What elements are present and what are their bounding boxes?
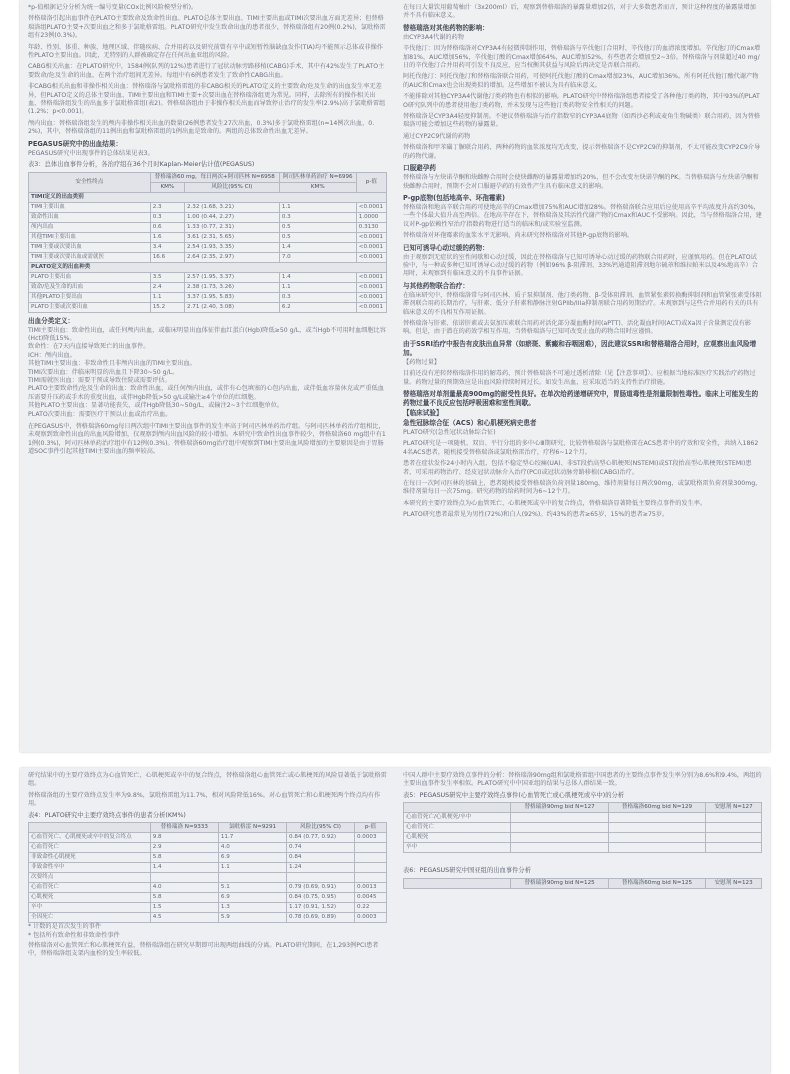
table-cell xyxy=(608,843,705,853)
table-cell: 15.2 xyxy=(150,302,184,312)
table-cell: 5.8 xyxy=(150,853,218,863)
table-row xyxy=(29,222,387,232)
paragraph: 颅内出血：替格瑞洛组发生的颅内非操作相关出血的数量(26例患者发生27次出血，0.3%)多于氯吡格雷组(n=14例次出血，0.2%)，其中，替格瑞洛组的11例出血和氯吡格雷组的1例出血是致命的。两组的总体致命性出血无差异。 xyxy=(28,119,375,136)
table-cell: 3.61 (2.31, 5.65) xyxy=(184,232,279,242)
table-row xyxy=(29,833,387,843)
table-cell: 颅内出血 xyxy=(29,222,151,232)
paragraph: 替格瑞洛引起出血事件在PLATO主要致命及致命性出血、PLATO总体主要出血、TIMI主要出血或TIMI次要出血方面无差异；但替格瑞洛组PLATO主要+次要出血之和多于氯吡格雷组。PLATO研究中发生致命出血的患者很少，替格瑞洛组有20例(0.2%)，氯吡格雷组有23例(0.3%)。 xyxy=(28,15,386,40)
table-cell xyxy=(608,823,705,833)
table-row xyxy=(29,282,387,292)
table-cell: 0.79 (0.69, 0.91) xyxy=(287,883,355,893)
table-cell: 0.0003 xyxy=(354,913,386,923)
table-section-title: TIMI定义的出血类别 xyxy=(29,192,387,202)
paragraph: PEGASUS研究中出现事件的总体结果见表3。 xyxy=(28,149,154,157)
table-row xyxy=(29,202,387,212)
table-cell: 11.7 xyxy=(218,833,286,843)
table-row xyxy=(29,232,387,242)
table-row xyxy=(404,813,762,823)
table-header xyxy=(29,823,151,833)
table-cell: 心血管死亡 xyxy=(404,823,511,833)
table-header: 替格瑞洛 N=9333 xyxy=(150,823,218,833)
table-cell xyxy=(150,873,218,883)
table-cell xyxy=(706,843,762,853)
paragraph: 辛伐他汀：因为替格瑞洛对CYP3A4有轻微抑制作用，替格瑞洛与辛伐他汀合用时，辛伐他汀的血清浓度增加。辛伐他汀的Cmax增加81%，AUC增加56%，辛伐他汀酸的Cmax增加64%，AUC增加52%，有些患者会增加至2~3倍。替格瑞洛与剂量超过40 mg/日的辛伐他汀合并用药可引发不良反应，应当权衡其获益与风险后再决定是否联合用药。 xyxy=(403,45,761,70)
paragraph: 在PEGASUS中，替格瑞洛60mg每日两次组中TIMI主要出血事件的发生率高于阿司匹林单药治疗组。与阿司匹林单药治疗组相比，未观察到致命性出血的出血风险增加，仅观察到颅内出血风险的较小增加。本研究中致命性出血事件较少，替格瑞洛60 mg组中有11例(0.3%)，阿司匹林单药治疗组中有12例(0.3%)。替格瑞洛60mg治疗组中观察到TIMI主要出血风险增加的主要原因是由于胃肠道SOC事件引起其他TIMI主要出血的频率较高。 xyxy=(28,423,386,456)
table-cell: 其他PLATO主要出血 xyxy=(29,292,151,302)
table-cell: 2.9 xyxy=(150,843,218,853)
table-row xyxy=(29,302,387,312)
table-row xyxy=(29,252,387,262)
section-heading: 替格瑞洛对单剂量最高900mg的耐受性良好。在单次给药递增研究中，胃肠道毒性是剂量限制性毒性。临床上可能发生的药物过量不良反应包括呼吸困难和室性间歇。 xyxy=(403,390,759,407)
table-cell: 0.3 xyxy=(279,212,356,222)
table-cell: 6.2 xyxy=(279,302,356,312)
table-cell: 0.0013 xyxy=(354,883,386,893)
paragraph: 替格瑞洛对心血管死亡和心肌梗死有益，替格瑞洛组在研究早期即可出现两组曲线的分离。PLATO研究期间，在1,293例PCI患者中，替格瑞洛组支架内血栓的发生率较低。 xyxy=(28,941,379,958)
paragraph: PLATO研究是一项随机、双盲、平行分组的多中心Ⅲ期研究，比较替格瑞洛与氯吡格雷在ACS患者中的疗效和安全性，共纳入18624名ACS患者，随机接受替格瑞洛或氯吡格雷治疗，疗程6~12个月。 xyxy=(403,440,759,456)
table-cell: 1.1 xyxy=(150,292,184,302)
paragraph: 在临床研究中，替格瑞洛常与阿司匹林、质子泵抑制剂、他汀类药物、β-受体阻滞剂、血管紧张素转换酶抑制剂和血管紧张素受体阻滞剂联合用药长期治疗，与肝素、低分子肝素和静脉注射GPIIb/IIIa抑制剂联合用药短期治疗。未观察到与这些合并用药有关的具有临床意义的不良相互作用证据。 xyxy=(403,291,762,316)
table-body xyxy=(29,833,387,923)
paragraph: 患者在症状发作24小时内入组，包括不稳定型心绞痛(UA)、非ST段抬高型心肌梗死(NSTEMI)或ST段抬高型心肌梗死(STEMI)患者，可采用药物治疗、经皮冠状动脉介入治疗(PCI)或冠状动脉旁路移植(CABG)治疗。 xyxy=(403,460,752,476)
table-cell: 卒中 xyxy=(29,903,151,913)
table-cell: 0.0045 xyxy=(354,893,386,903)
table-cell: TIMI主要或次要出血或需就医 xyxy=(29,252,151,262)
table-row xyxy=(404,823,762,833)
paragraph: 在每日大量饮用葡萄柚汁（3x200ml）后，观察到替格瑞洛的暴露量增加2倍，对于大多数患者而言，预计这种程度的暴露量增加并不具有临床意义。 xyxy=(403,4,756,20)
table-caption: 表3：总体出血事件分析，各治疗组在36个月时Kaplan-Meier估计值(PEGASUS) xyxy=(28,161,255,169)
table-cell: PLATO主要出血 xyxy=(29,272,151,282)
table-row xyxy=(29,903,387,913)
paragraph: 不能排除对其他CYP3A4代谢他汀类药物也有相似的影响。PLATO研究中替格瑞洛组患者接受了各种他汀类药物，其中93%的PLATO研究队列中的患者使用他汀类药物，并未发现与这些他汀类药物安全性相关的问题。 xyxy=(403,93,760,109)
table-row xyxy=(29,883,387,893)
document-page-2 xyxy=(20,768,770,1074)
table-row xyxy=(29,212,387,222)
table-cell: 非致命性卒中 xyxy=(29,863,151,873)
table-cell: 心血管死亡 xyxy=(29,883,151,893)
page1-right-column xyxy=(395,0,770,752)
section-heading: P-gp底物(包括地高辛、环孢霉素) xyxy=(403,193,506,202)
table-cell: 0.3 xyxy=(150,212,184,222)
table-section-title: PLATO定义的出血种类 xyxy=(29,262,387,272)
paragraph: 替格瑞洛和甲苯磺丁脲联合用药，两种药物的血浆浓度均无改变，提示替格瑞洛不是CYP2C9的抑制剂，不太可能改变CYP2C9介导的药物代谢。 xyxy=(403,144,761,160)
table-cell: 4.5 xyxy=(150,913,218,923)
table-cell: 1.4 xyxy=(150,863,218,873)
table-cell: 心肌梗死 xyxy=(404,833,511,843)
table-cell: 1.1 xyxy=(279,202,356,212)
table-cell xyxy=(218,873,286,883)
table-cell: 其他TIMI主要出血 xyxy=(29,232,151,242)
table-cell: 致命性出血 xyxy=(29,212,151,222)
table-row xyxy=(29,853,387,863)
document-page-1 xyxy=(20,0,770,752)
paragraph: 阿托伐他汀：阿托伐他汀和替格瑞洛联合用药，可使阿托伐他汀酸的Cmax增加23%，AUC增加36%。所有阿托伐他汀酸代谢产物的AUC和Cmax也会出现类似的增加。这些增加不被认为具有临床意义。 xyxy=(403,73,759,89)
table-cell xyxy=(354,843,386,853)
table-cell: 0.3 xyxy=(279,292,356,302)
table-cell: 心肌梗死 xyxy=(29,893,151,903)
table-cell xyxy=(706,823,762,833)
table-cell: 心血管死亡、心肌梗死或卒中的复合终点 xyxy=(29,833,151,843)
paragraph: 本研究的主要疗效终点为心血管死亡、心肌梗死或卒中的复合终点，替格瑞洛显著降低主要终点事件的发生率。 xyxy=(403,499,707,507)
table-cell: <0.0001 xyxy=(356,242,386,252)
table-cell: 0.84 (0.77, 0.92) xyxy=(287,833,355,843)
table-header: 风险比(95% CI) xyxy=(184,182,279,192)
table-header: 风险比(95% CI) xyxy=(287,823,355,833)
table-cell: 1.0000 xyxy=(356,212,386,222)
table-cell: 1.00 (0.44, 2.27) xyxy=(184,212,279,222)
table-cell xyxy=(608,813,705,823)
table-cell: 4.0 xyxy=(150,883,218,893)
table-header: 安慰剂 N=123 xyxy=(706,878,762,888)
table-row xyxy=(404,843,762,853)
table-cell xyxy=(511,843,608,853)
paragraph: 【药物过量】 xyxy=(403,358,441,366)
paragraph: 替格瑞洛是CYP3A4轻度抑制剂。不建议替格瑞洛与治疗指数窄的CYP3A4底物（如西沙必利或麦角生物碱类）联合用药，因为替格瑞洛可能会增加这些药物的暴露量。 xyxy=(403,113,761,129)
table-cell: <0.0001 xyxy=(356,282,386,292)
table-header: p-值 xyxy=(356,172,386,192)
table-cell: 1.4 xyxy=(279,242,356,252)
page2-right-column xyxy=(395,768,770,1074)
table-header: 替格瑞洛90mg bid N=127 xyxy=(511,803,608,813)
table-cell: 5.1 xyxy=(218,883,286,893)
table-cell: 1.33 (0.77, 2.31) xyxy=(184,222,279,232)
table-cell: 5.9 xyxy=(218,913,286,923)
table-header xyxy=(404,878,511,888)
definition-line: ICH：颅内出血。 xyxy=(28,351,76,359)
table-cell: 3.5 xyxy=(150,272,184,282)
section-heading: 已知可诱导心动过缓的药物： xyxy=(403,243,489,252)
table-cell xyxy=(608,833,705,843)
table-cell: 1.24 xyxy=(287,863,355,873)
table-header: KM% xyxy=(150,182,184,192)
paragraph: 由于观察到无症状的室性间歇和心动过缓，因此在替格瑞洛与已知可诱导心动过缓的药物联合用药时，应谨慎用药。但在PLATO试验中，与一种或多种已知可诱导心动过缓的药物（例如96% β-阻滞剂、33%钙通道阻滞剂地尔硫䓬和维拉帕米以及4%地高辛）合用时，未观察到有临床意义的不良事件证据。 xyxy=(403,253,758,278)
table-cell: 1.4 xyxy=(279,272,356,282)
table-caption: 表5：PEGASUS研究中主要疗效终点事件(心血管死亡或心肌梗死或卒中)的分析 xyxy=(403,791,625,799)
paragraph: 年龄、性别、体重、种族、地理区域、伴随疾病、合并用药以及研究前曾有卒中或短暂性脑缺血发作(TIA)均不能预示总体或非操作性PLATO主要出血。因此，无特别的人群被确定存在任何出血亚组的风险。 xyxy=(28,43,383,60)
paragraph: 替格瑞洛组的主要疗效终点发生率为9.8%，氯吡格雷组为11.7%，相对风险降低16%。对心血管死亡和心肌梗死两个终点均有作用。 xyxy=(28,791,381,808)
table-cell: <0.0001 xyxy=(356,202,386,212)
table-cell: <0.0001 xyxy=(356,292,386,302)
table-row xyxy=(29,893,387,903)
table-header: 替格瑞洛60mg bid N=125 xyxy=(608,878,705,888)
table-caption: 表6：PEGASUS研究中国亚组的出血事件分析 xyxy=(403,867,532,875)
page1-left-column xyxy=(20,0,395,752)
table-cell: <0.0001 xyxy=(356,232,386,242)
table-cell xyxy=(354,863,386,873)
paragraph: 通过CYP2C9代谢的药物 xyxy=(403,132,471,140)
table-cell: 2.38 (1.73, 3.26) xyxy=(184,282,279,292)
paragraph: 替格瑞洛与左炔诺孕酮和炔雌醇合用时会使炔雌醇的暴露量增加约20%，但不会改变左炔诺孕酮的PK。当替格瑞洛与左炔诺孕酮和炔雌醇合用时，预期不会对口服避孕药的有效性产生具有临床意义的影响。 xyxy=(403,174,759,190)
table-cell: 0.22 xyxy=(354,903,386,913)
table-cell: 2.57 (1.95, 3.37) xyxy=(184,272,279,282)
table-cell: <0.0001 xyxy=(356,272,386,282)
table-cell xyxy=(354,853,386,863)
definition-line: 其他PLATO主要出血：显著功能丧失，或伴Hgb降低30~50g/L，或输注2~3个红细胞单位。 xyxy=(28,402,284,410)
table-row xyxy=(29,863,387,873)
paragraph: PLATO研究患者最常见为男性(72%)和白人(92%)。约43%的患者≥65岁，15%的患者≥75岁。 xyxy=(403,511,669,519)
table-header: 氯吡格雷 N=9291 xyxy=(218,823,286,833)
table-cell: 1.6 xyxy=(150,232,184,242)
definition-line: TIMI需就医出血：需要干预或导致住院或需要评估。 xyxy=(28,377,171,385)
paragraph: 目前还没有逆转替格瑞洛作用的解毒药，预计替格瑞洛不可通过透析清除（见【注意事项】）。应根据当地标准医疗实践治疗药物过量。药物过量的预期效应是出血风险持续时间过长。如发生出血，应采取适当的支持性治疗措施。 xyxy=(403,370,756,386)
table-row xyxy=(29,873,387,883)
table-cell xyxy=(706,813,762,823)
table-cell: 4.0 xyxy=(218,843,286,853)
paragraph: 由CYP3A4代谢的药物 xyxy=(403,33,464,41)
table-header: 安慰剂 N=127 xyxy=(706,803,762,813)
paragraph: *p-值根据记分分析为统一编号变量(COx比例风险模型分析)。 xyxy=(28,4,198,11)
table-header: 替格瑞洛90mg bid N=125 xyxy=(511,878,608,888)
section-heading: 替格瑞洛对其他药物的影响： xyxy=(403,23,489,32)
section-heading: 与其他药物联合治疗： xyxy=(403,281,469,290)
table-row xyxy=(29,913,387,923)
table-cell: 2.64 (2.35, 2.97) xyxy=(184,252,279,262)
table-cell: 0.84 (0.75, 0.95) xyxy=(287,893,355,903)
table-cell: 0.84 xyxy=(287,853,355,863)
table-header: p-值 xyxy=(354,823,386,833)
table-section-row xyxy=(29,262,387,272)
table-cell: 2.32 (1.68, 3.21) xyxy=(184,202,279,212)
table-cell xyxy=(511,823,608,833)
table-cell xyxy=(706,833,762,843)
table-cell: 非致命性心肌梗死 xyxy=(29,853,151,863)
table-cell: 1.3 xyxy=(218,903,286,913)
table-cell: 2.3 xyxy=(150,202,184,212)
table-cell: 3.37 (1.95, 5.83) xyxy=(184,292,279,302)
table-cell: 1.1 xyxy=(279,282,356,292)
table-caption: 表4：PLATO研究中主要疗效终点事件的患者分析(KM%) xyxy=(28,811,186,819)
table-cell xyxy=(287,873,355,883)
table-cell: 0.5 xyxy=(279,222,356,232)
paragraph: 中国人群中主要疗效终点事件的分析：替格瑞洛90mg组和氯吡格雷组中国患者的主要终点事件发生率分别为8.6%和9.4%，两组的主要出血事件发生率相似。PLATO研究中中国亚组的结果与总体人群结果一致。 xyxy=(403,772,762,788)
table-row xyxy=(29,292,387,302)
definition-line: 致命性：在7天内直接导致死亡的出血事件。 xyxy=(28,343,150,351)
section-heading: 【临床试验】 xyxy=(403,409,443,417)
paragraph: 非CABG相关出血和非操作相关出血：替格瑞洛与氯吡格雷组的非CABG相关的PLATO定义的主要致命/危及生命的出血发生率无差异，但PLATO定义的总体主要出血、TIMI主要出血和TIMI主要+次要出血在替格瑞洛组更为常见。同样，去除所有的操作相关出血，替格瑞洛组发生的出血多于氯吡格雷组(表2)。替格瑞洛组由于非操作相关出血而导致停止治疗的发生率(2.9%)高于氯吡格雷组(1.2%；p<0.001)。 xyxy=(28,83,386,116)
table-row xyxy=(29,242,387,252)
table-cell: 1.1 xyxy=(218,863,286,873)
table-note: * 包括所有致命性和非致命性事件 xyxy=(28,931,120,939)
table-row xyxy=(404,833,762,843)
section-heading: 由于SSRI治疗中报告有皮肤出血异常（如瘀斑、紫癜和吞咽困难），因此建议SSRI和替格瑞洛合用时，应观察出血风险增加。 xyxy=(403,339,757,357)
table-cell xyxy=(511,833,608,843)
table-cell: TIMI主要或次要出血 xyxy=(29,242,151,252)
paragraph: 研究结果中的主要疗效终点为心血管死亡、心肌梗死或卒中的复合终点，替格瑞洛组心血管死亡或心肌梗死的风险显著低于氯吡格雷组。 xyxy=(28,772,387,788)
definition-line: 出血分类定义： xyxy=(28,316,75,325)
paragraph: PLATO研究(急性冠状动脉综合征) xyxy=(403,429,496,436)
pegasus-bleeding-table xyxy=(403,878,762,889)
table-cell: 9.8 xyxy=(150,833,218,843)
table-cell: 心血管死亡/心肌梗死/卒中 xyxy=(404,813,511,823)
table-cell: 16.6 xyxy=(150,252,184,262)
section-heading: 急性冠脉综合征（ACS）和心肌梗死病史患者 xyxy=(403,419,537,427)
table-cell: 卒中 xyxy=(404,843,511,853)
section-heading: PEGASUS研究中的出血结果： xyxy=(28,139,123,148)
definition-line: TIMI次要出血：伴临床明显的出血且下降30~50 g/L。 xyxy=(28,368,179,376)
table-cell: 0.6 xyxy=(150,222,184,232)
table-cell: 全因死亡 xyxy=(29,913,151,923)
pegasus-efficacy-table xyxy=(403,802,762,853)
definition-line: PLATO主要致命性/危及生命的出血：致命性出血，或任何颅内出血，或伴有心包填塞的心包内出血，或伴低血容量休克或严重低血压需要升压药或手术的重度出血，或伴Hgb降低>50 g/L或输注≥4个单位的红细胞。 xyxy=(28,385,384,401)
table-cell: 1.5 xyxy=(150,903,218,913)
table-cell: 5.8 xyxy=(150,893,218,903)
table-cell: 0.5 xyxy=(279,232,356,242)
table-cell: 次要终点 xyxy=(29,873,151,883)
table-note: * 计数的是首次发生的事件 xyxy=(28,923,102,931)
table-cell: 2.71 (2.40, 3.08) xyxy=(184,302,279,312)
efficacy-table xyxy=(28,822,387,923)
table-cell: TIMI主要出血 xyxy=(29,202,151,212)
definition-line: 其他TIMI主要出血：非致命性且非颅内出血的TIMI主要出血。 xyxy=(28,360,196,368)
table-cell: 3.4 xyxy=(150,242,184,252)
table-cell: 致命/危及生命的出血 xyxy=(29,282,151,292)
table-cell: 0.74 xyxy=(287,843,355,853)
table-cell xyxy=(354,873,386,883)
table-section-row xyxy=(29,192,387,202)
table-cell: <0.0001 xyxy=(356,252,386,262)
table-header: 阿司匹林单药治疗 N=6996 xyxy=(279,172,356,182)
definitions-list xyxy=(28,317,387,419)
table-cell: 7.0 xyxy=(279,252,356,262)
page2-left-column xyxy=(20,768,395,1074)
table-cell: 心血管死亡 xyxy=(29,843,151,853)
table-cell: 0.3130 xyxy=(356,222,386,232)
table-body xyxy=(404,813,762,853)
table-header: 替格瑞洛60 mg，每日两次+阿司匹林 N=6958 xyxy=(150,172,279,182)
paragraph: CABG相关出血：在PLATO研究中，1584例(队列的12%)患者进行了冠状动脉旁路移植(CABG)手术，其中有42%发生了PLATO主要致命/危及生命的出血，在两个治疗组间无差异。每组中有6例患者发生了致命性CABG出血。 xyxy=(28,63,385,79)
table-cell: <0.0001 xyxy=(356,302,386,312)
paragraph: 替格瑞洛和地高辛联合用药可使地高辛的Cmax增加75%和AUC增加28%。替格瑞洛联合应用后应使用高辛平均浓度升高约30%，一些个体最大值升高至两倍。在地高辛存在下，替格瑞洛及其活性代谢产物的Cmax和AUC不受影响。因此，当与替格瑞洛合用，建议对P-gp依赖性窄治疗指数药物进行适当的临床和/或实验室监测。 xyxy=(403,203,762,228)
table-cell: 6.9 xyxy=(218,853,286,863)
table-cell xyxy=(511,813,608,823)
definition-line: PLATO次要出血：需要医疗干预以止血或治疗出血。 xyxy=(28,410,172,418)
table-header: 安全性终点 xyxy=(29,172,151,192)
definition-line: TIMI主要出血：致命性出血，或任何颅内出血，或临床明显出血体征伴血红蛋白(Hgb)降低≥50 g/L，或当Hgb不可用时血细胞比容(Hct)降低15%。 xyxy=(28,326,386,342)
table-header: 替格瑞洛60mg bid N=129 xyxy=(608,803,705,813)
paragraph: 替格瑞洛对环孢霉素的血浆水平无影响，尚未研究替格瑞洛对其他P-gp底物的影响。 xyxy=(403,232,634,240)
table-cell: 1.17 (0.91, 1.52) xyxy=(287,903,355,913)
table-cell: 2.54 (1.93, 3.35) xyxy=(184,242,279,252)
bleeding-table xyxy=(28,172,387,313)
table-cell: 2.4 xyxy=(150,282,184,292)
paragraph: 替格瑞洛与肝素、依诺肝素或去氨加压素联合用药对活化部分凝血酶时间(aPTT)、活化凝血时间(ACT)或Xa因子含量测定没有影响。但是，由于潜在的药效学相互作用，当替格瑞洛与已知可改变止血的药物合用时应谨慎。 xyxy=(403,319,752,336)
table-header: KM% xyxy=(279,182,356,192)
paragraph: 在每日一次阿司匹林的基础上，患者随机接受替格瑞洛负荷剂量180mg，维持剂量每日两次90mg，或氯吡格雷负荷剂量300mg，维持剂量每日一次75mg。研究药物的给药时间为6~12个月。 xyxy=(403,480,762,496)
table-body xyxy=(29,192,387,312)
table-header xyxy=(404,803,511,813)
table-row xyxy=(29,272,387,282)
table-cell: 0.78 (0.69, 0.89) xyxy=(287,913,355,923)
table-cell: PLATO主要或次要出血 xyxy=(29,302,151,312)
table-row xyxy=(29,843,387,853)
table-cell: 0.0003 xyxy=(354,833,386,843)
section-heading: 口服避孕药 xyxy=(403,164,436,173)
table-cell: 6.9 xyxy=(218,893,286,903)
